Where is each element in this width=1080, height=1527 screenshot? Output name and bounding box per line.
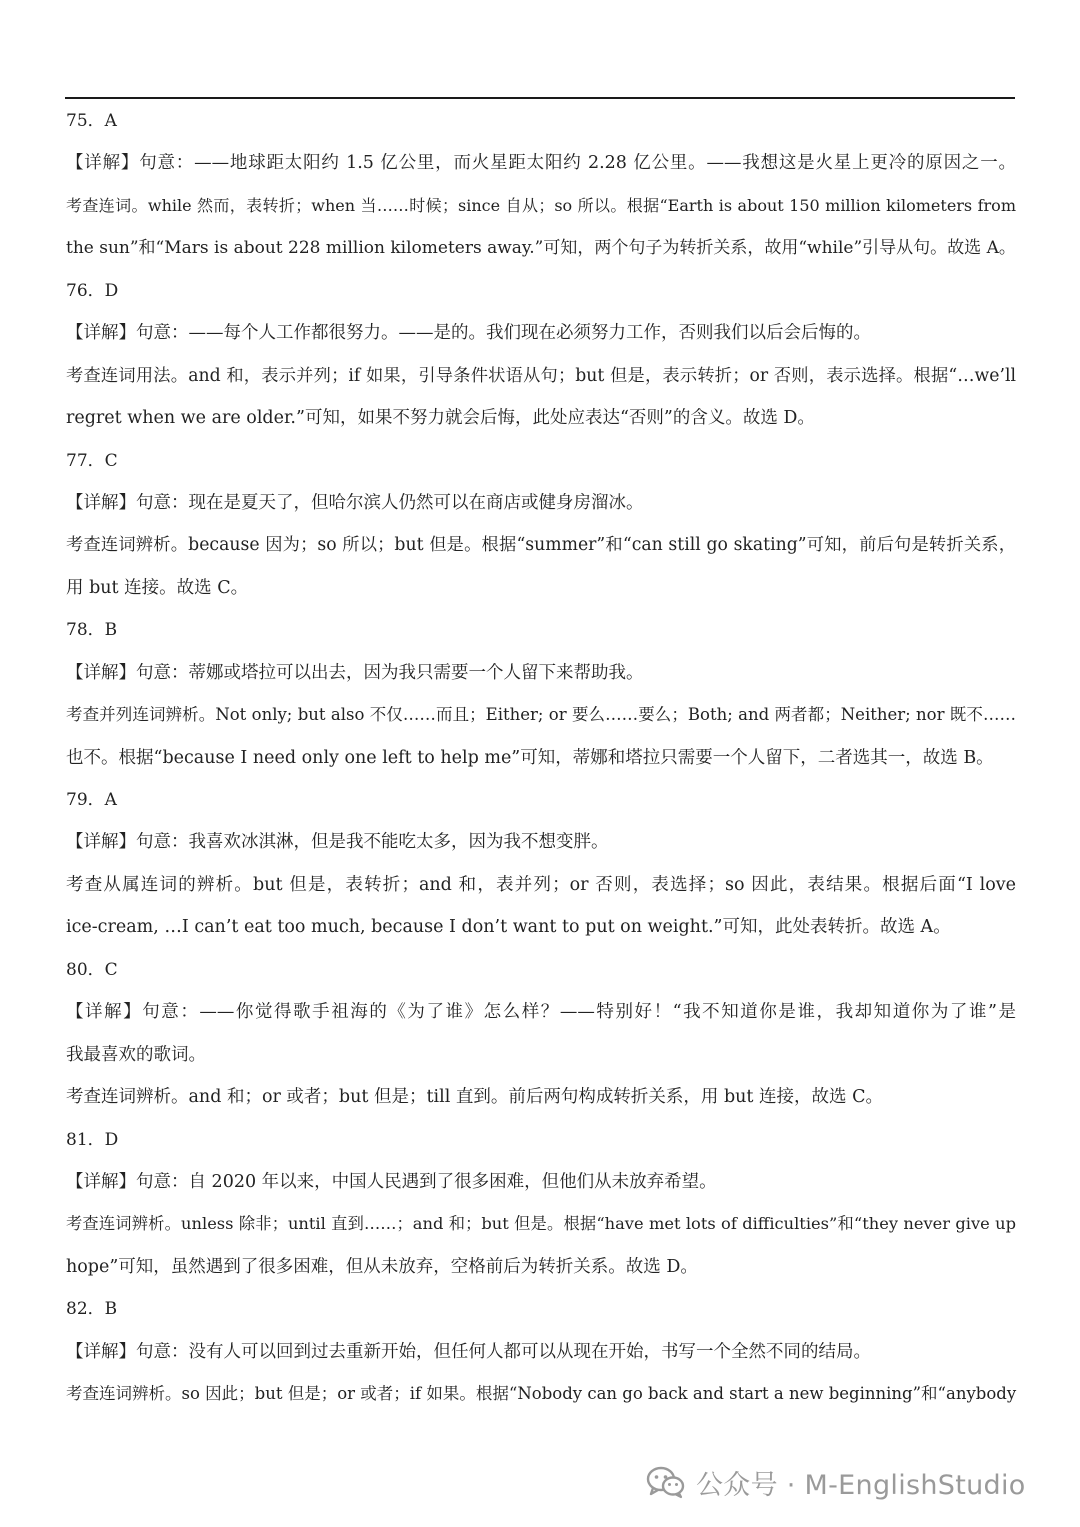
explanation-line: 考查连词辨析。because 因为；so 所以；but 但是。根据“summer”和“can still go skating”可知，前后句是转折关系， — [66, 535, 1016, 556]
question-number: 76．D — [66, 280, 119, 301]
explanation-line: hope”可知，虽然遇到了很多困难，但从未放弃，空格前后为转折关系。故选 D。 — [66, 1256, 698, 1277]
explanation-line: 考查并列连词辨析。Not only; but also 不仅……而且；Either; or 要么……要么；Both; and 两者都；Neither; nor 既不…… — [66, 705, 1016, 725]
explanation-line: 考查连词辨析。so 因此；but 但是；or 或者；if 如果。根据“Nobody can go back and start a new beginning”和“anybody — [66, 1384, 1017, 1404]
explanation-line: 考查连词辨析。and 和；or 或者；but 但是；till 直到。前后两句构成转折关系，用 but 连接，故选 C。 — [66, 1087, 883, 1108]
question-number: 81．D — [66, 1129, 119, 1150]
question-number: 82．B — [66, 1299, 118, 1320]
answer-explanations — [66, 100, 1016, 1416]
explanation-line: 考查从属连词的辨析。but 但是，表转折；and 和，表并列；or 否则，表选择；so 因此，表结果。根据后面“I love — [66, 874, 1016, 895]
explanation-line: 【详解】句意：——地球距太阳约 1.5 亿公里，而火星距太阳约 2.28 亿公里。——我想这是火星上更冷的原因之一。 — [66, 153, 1016, 174]
question-number: 80．C — [66, 959, 118, 980]
explanation-line: regret when we are older.”可知，如果不努力就会后悔，此处应表达“否则”的含义。故选 D。 — [66, 408, 815, 429]
explanation-line: 【详解】句意：自 2020 年以来，中国人民遇到了很多困难，但他们从未放弃希望。 — [66, 1171, 717, 1192]
explanation-line: 【详解】句意：——你觉得歌手祖海的《为了谁》怎么样？——特别好！“我不知道你是谁，我却知道你为了谁”是 — [66, 1002, 1016, 1023]
header-rule — [65, 97, 1015, 99]
explanation-line: 用 but 连接。故选 C。 — [66, 577, 249, 598]
question-number: 78．B — [66, 620, 118, 641]
watermark-text: 公众号 · M-EnglishStudio — [696, 1469, 1026, 1501]
question-number: 77．C — [66, 450, 118, 471]
explanation-line: 也不。根据“because I need only one left to help me”可知，蒂娜和塔拉只需要一个人留下，二者选其一，故选 B。 — [66, 747, 994, 768]
explanation-line: 【详解】句意：——每个人工作都很努力。——是的。我们现在必须努力工作，否则我们以后会后悔的。 — [66, 323, 871, 344]
explanation-line: 考查连词。while 然而，表转折；when 当……时候；since 自从；so 所以。根据“Earth is about 150 million kilometers from — [66, 195, 1016, 215]
explanation-line: 【详解】句意：现在是夏天了，但哈尔滨人仍然可以在商店或健身房溜冰。 — [66, 492, 644, 513]
question-number: 79．A — [66, 790, 117, 810]
explanation-line: 考查连词辨析。unless 除非；until 直到……；and 和；but 但是。根据“have met lots of difficulties”和“they never give up — [66, 1214, 1016, 1234]
question-number: 75．A — [66, 111, 117, 131]
explanation-line: 考查连词用法。and 和，表示并列；if 如果，引导条件状语从句；but 但是，表示转折；or 否则，表示选择。根据“…we’ll — [66, 365, 1016, 386]
explanation-line: 【详解】句意：我喜欢冰淇淋，但是我不能吃太多，因为我不想变胖。 — [66, 832, 609, 853]
explanation-line: 【详解】句意：没有人可以回到过去重新开始，但任何人都可以从现在开始，书写一个全然不同的结局。 — [66, 1341, 871, 1362]
explanation-line: 【详解】句意：蒂娜或塔拉可以出去，因为我只需要一个人留下来帮助我。 — [66, 662, 644, 683]
explanation-line: 我最喜欢的歌词。 — [66, 1044, 206, 1065]
explanation-line: the sun”和“Mars is about 228 million kilometers away.”可知，两个句子为转折关系，故用“while”引导从句。故选 A。 — [66, 238, 1016, 259]
watermark — [646, 1462, 1026, 1502]
wechat-icon — [646, 1465, 686, 1499]
explanation-line: ice-cream, …I can’t eat too much, because I don’t want to put on weight.”可知，此处表转折。故选 A。 — [66, 917, 951, 938]
